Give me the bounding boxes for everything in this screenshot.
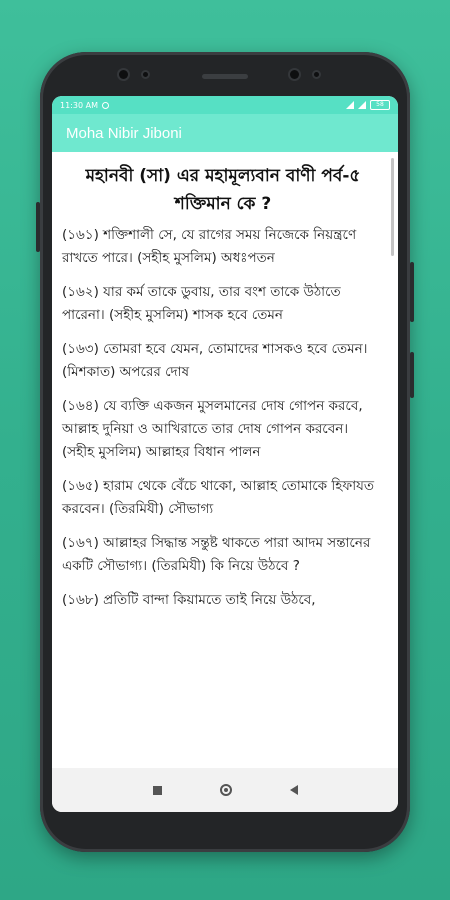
article-paragraph: (১৬৭) আল্লাহর সিদ্ধান্ত সন্তুষ্ট থাকতে পারা আদম সন্তানের একটি সৌভাগ্য। (তিরমিযী) কি নিয়ে উঠবে ? xyxy=(62,535,371,574)
screen xyxy=(52,96,398,812)
article-paragraph: (১৬৫) হারাম থেকে বেঁচে থাকো, আল্লাহ তোমাকে হিফাযত করবেন। (তিরমিযী) সৌভাগ্য xyxy=(62,478,375,517)
power-button xyxy=(36,202,40,252)
scrollbar[interactable] xyxy=(391,158,394,256)
back-triangle-icon[interactable] xyxy=(290,785,298,795)
proximity-sensor-icon xyxy=(290,70,299,79)
wifi-icon xyxy=(346,101,354,109)
speaker-grille xyxy=(202,74,248,79)
article-heading: মহানবী (সা) এর মহামূল্যবান বাণী পর্ব-৫ শক্তিমান কে ? xyxy=(85,166,361,214)
signal-icon xyxy=(358,101,366,109)
app-bar xyxy=(52,114,398,152)
phone-frame xyxy=(40,52,410,852)
alarm-icon xyxy=(102,102,109,109)
article-paragraph: (১৬২) যার কর্ম তাকে ডুবায়, তার বংশ তাকে উঠাতে পারেনা। (সহীহ মুসলিম) শাসক হবে তেমন xyxy=(62,284,341,323)
status-bar xyxy=(52,96,398,114)
article-paragraph: (১৬৩) তোমরা হবে যেমন, তোমাদের শাসকও হবে তেমন। (মিশকাত) অপরের দোষ xyxy=(62,341,368,380)
front-camera-icon xyxy=(119,70,128,79)
volume-down-button xyxy=(410,352,414,398)
light-sensor-icon xyxy=(314,72,319,77)
status-left xyxy=(60,101,109,110)
navigation-bar xyxy=(52,768,398,812)
status-time: 11:30 AM xyxy=(60,100,98,110)
home-circle-icon[interactable] xyxy=(220,784,232,796)
battery-icon: 58 xyxy=(370,100,390,110)
sensor-icon xyxy=(143,72,148,77)
article-paragraph: (১৬৮) প্রতিটি বান্দা কিয়ামতে তাই নিয়ে উঠবে, xyxy=(62,592,316,608)
article-paragraph: (১৬১) শক্তিশালী সে, যে রাগের সময় নিজেকে নিয়ন্ত্রণে রাখতে পারে। (সহীহ মুসলিম) অধঃপতন xyxy=(62,227,357,266)
article-paragraph: (১৬৪) যে ব্যক্তি একজন মুসলমানের দোষ গোপন করবে, আল্লাহ দুনিয়া ও আখিরাতে তার দোষ গোপন করবেন। (সহীহ মুসলিম) আল্লাহর বিধান পালন xyxy=(62,398,363,460)
volume-button xyxy=(410,262,414,322)
recents-square-icon[interactable] xyxy=(153,786,162,795)
status-right xyxy=(346,100,390,110)
app-title: Moha Nibir Jiboni xyxy=(66,124,182,142)
article-content[interactable] xyxy=(52,152,398,768)
